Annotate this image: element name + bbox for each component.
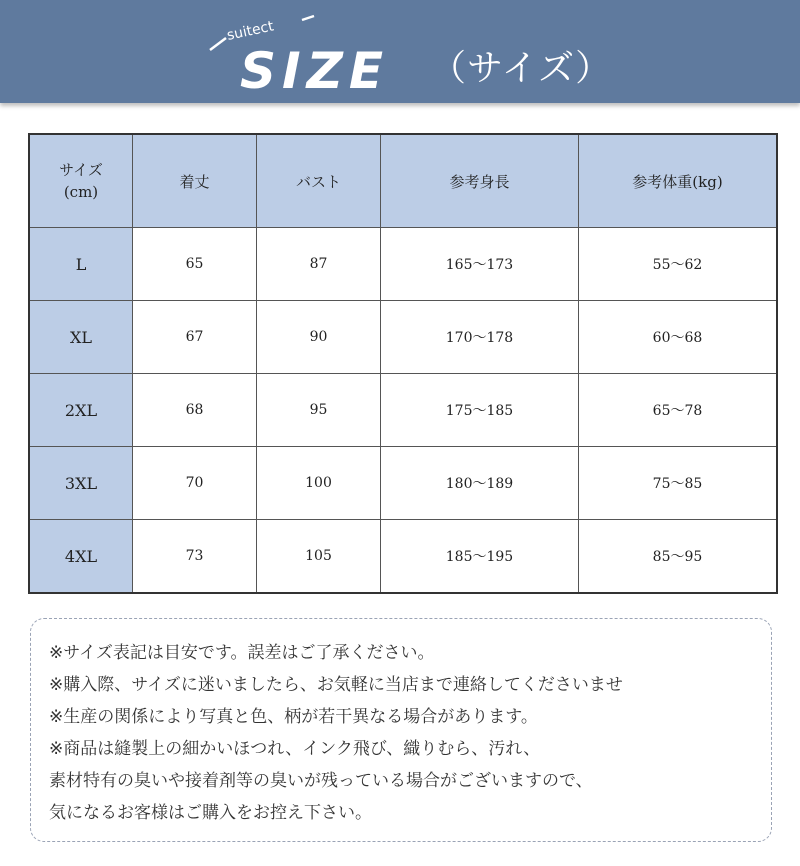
table-header-row	[29, 134, 777, 228]
notes-box	[30, 618, 772, 842]
table-cell: 95	[257, 374, 381, 447]
size-table	[28, 133, 778, 594]
table-cell: 60～68	[579, 301, 778, 374]
corner-header	[29, 134, 133, 228]
table-row	[29, 374, 777, 447]
table-cell: 85～95	[579, 520, 778, 594]
table-row	[29, 520, 777, 594]
table-cell: 70	[133, 447, 257, 520]
size-label: XL	[29, 301, 133, 374]
table-row	[29, 447, 777, 520]
size-logo	[206, 10, 416, 100]
note-line: ※生産の関係により写真と色、柄が若干異なる場合があります。	[49, 707, 538, 727]
corner-label: サイズ	[59, 161, 103, 179]
logo-small-text: suitect	[225, 18, 276, 44]
table-cell: 65～78	[579, 374, 778, 447]
table-cell: 105	[257, 520, 381, 594]
column-header-length: 着丈	[133, 134, 257, 228]
size-label: 3XL	[29, 447, 133, 520]
column-header-weight: 参考体重(kg)	[579, 134, 778, 228]
header-subtitle: （サイズ）	[430, 48, 613, 89]
table-cell: 100	[257, 447, 381, 520]
table-cell: 73	[133, 520, 257, 594]
table-row	[29, 301, 777, 374]
size-label: 2XL	[29, 374, 133, 447]
column-header-height: 参考身長	[381, 134, 579, 228]
table-cell: 55～62	[579, 228, 778, 301]
table-cell: 170～178	[381, 301, 579, 374]
size-label: L	[29, 228, 133, 301]
logo-main-text: SIZE	[240, 42, 390, 100]
table-cell: 90	[257, 301, 381, 374]
note-line: 気になるお客様はご購入をお控え下さい。	[49, 803, 372, 823]
table-cell: 87	[257, 228, 381, 301]
column-header-bust: バスト	[257, 134, 381, 228]
note-line: ※購入際、サイズに迷いましたら、お気軽に当店まで連絡してくださいませ	[49, 675, 623, 695]
table-cell: 185～195	[381, 520, 579, 594]
table-row	[29, 228, 777, 301]
size-label: 4XL	[29, 520, 133, 594]
corner-unit: (cm)	[63, 183, 99, 201]
note-line: 素材特有の臭いや接着剤等の臭いが残っている場合がございますので、	[49, 771, 593, 791]
note-line: ※サイズ表記は目安です。誤差はご了承ください。	[49, 643, 435, 663]
note-line: ※商品は縫製上の細かいほつれ、インク飛び、織りむら、汚れ、	[49, 739, 541, 759]
table-cell: 65	[133, 228, 257, 301]
table-cell: 180～189	[381, 447, 579, 520]
table-cell: 75～85	[579, 447, 778, 520]
header-banner	[0, 0, 800, 103]
table-cell: 68	[133, 374, 257, 447]
table-cell: 67	[133, 301, 257, 374]
table-cell: 165～173	[381, 228, 579, 301]
table-cell: 175～185	[381, 374, 579, 447]
